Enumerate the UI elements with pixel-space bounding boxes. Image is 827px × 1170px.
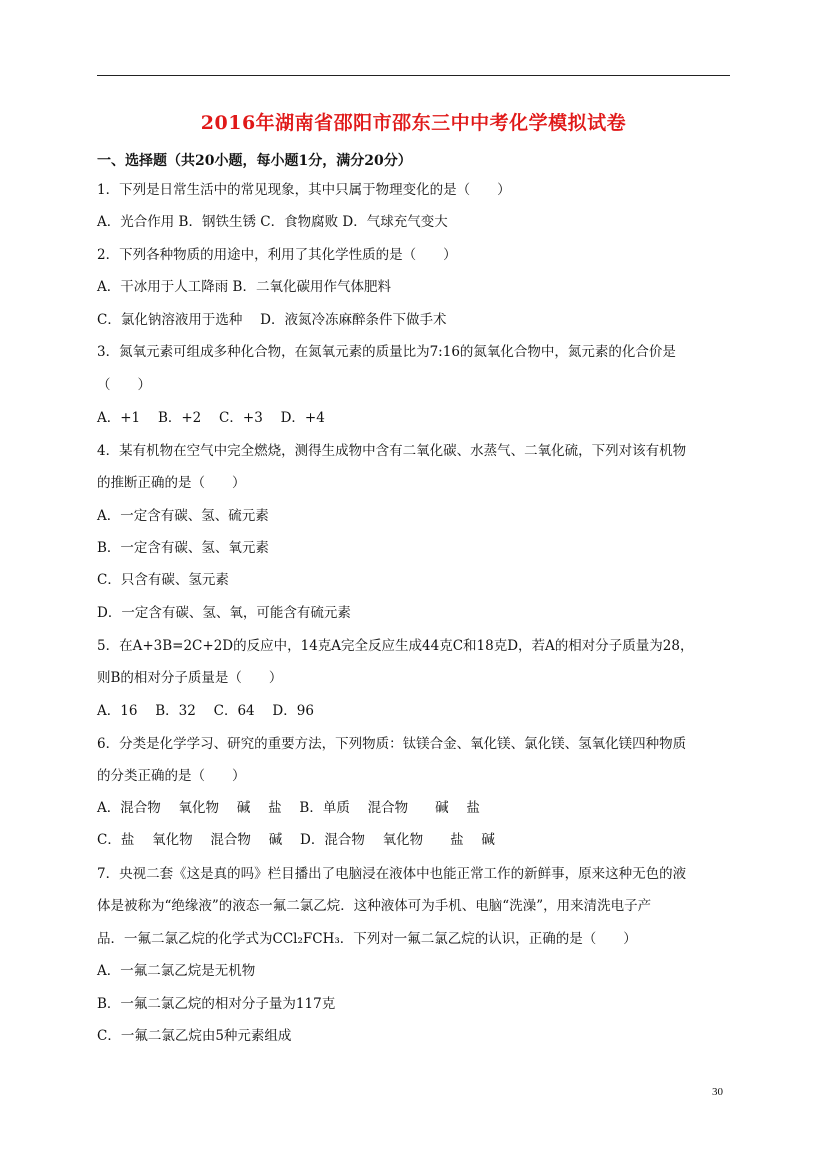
question-line: 3．氮氧元素可组成多种化合物，在氮氧元素的质量比为7:16的氮氧化合物中，氮元素的化合价是 <box>97 344 676 360</box>
question-line: 2．下列各种物质的用途中，利用了其化学性质的是（ ） <box>97 247 457 263</box>
section-heading: 一、选择题（共20小题，每小题1分，满分20分） <box>97 153 412 169</box>
question-line: D．一定含有碳、氢、氧，可能含有硫元素 <box>97 605 351 621</box>
question-line: 则B的相对分子质量是（ ） <box>97 670 283 686</box>
question-line: A．光合作用 B．钢铁生锈 C．食物腐败 D．气球充气变大 <box>97 214 448 230</box>
question-line: C．只含有碳、氢元素 <box>97 572 229 588</box>
question-line: 品．一氟二氯乙烷的化学式为CCl₂FCH₃．下列对一氟二氯乙烷的认识，正确的是（ ） <box>97 931 637 947</box>
question-line: （ ） <box>97 377 151 393</box>
question-line: 的推断正确的是（ ） <box>97 475 246 491</box>
question-line: A．+1 B．+2 C．+3 D．+4 <box>97 410 325 426</box>
question-line: 6．分类是化学学习、研究的重要方法，下列物质：钛镁合金、氧化镁、氯化镁、氢氧化镁四种物质 <box>97 736 687 752</box>
question-line: 的分类正确的是（ ） <box>97 768 246 784</box>
question-line: A．一定含有碳、氢、硫元素 <box>97 508 269 524</box>
question-line: A．16 B．32 C．64 D．96 <box>97 703 314 719</box>
question-line: A．混合物 氧化物 碱 盐 B．单质 混合物 碱 盐 <box>97 800 480 816</box>
question-line: A．干冰用于人工降雨 B．二氧化碳用作气体肥料 <box>97 279 391 295</box>
question-line: A．一氟二氯乙烷是无机物 <box>97 963 256 979</box>
question-line: 体是被称为“绝缘液”的液态一氟二氯乙烷．这种液体可为手机、电脑“洗澡”，用来清洗电子产 <box>97 898 652 914</box>
question-line: 1．下列是日常生活中的常见现象，其中只属于物理变化的是（ ） <box>97 182 511 198</box>
exam-title: 2016年湖南省邵阳市邵东三中中考化学模拟试卷 <box>200 112 627 134</box>
question-line: C．一氟二氯乙烷由5种元素组成 <box>97 1028 292 1044</box>
question-line: B．一氟二氯乙烷的相对分子量为117克 <box>97 996 336 1012</box>
question-line: B．一定含有碳、氢、氧元素 <box>97 540 269 556</box>
question-line: 7．央视二套《这是真的吗》栏目播出了电脑浸在液体中也能正常工作的新鲜事，原来这种无色的液 <box>97 866 687 882</box>
question-line: C．氯化钠溶液用于选种 D．液氮冷冻麻醉条件下做手术 <box>97 312 447 328</box>
question-line: 5．在A+3B=2C+2D的反应中，14克A完全反应生成44克C和18克D，若A的相对分子质量为28， <box>97 638 694 654</box>
page-number: 30 <box>712 1086 723 1098</box>
question-line: 4．某有机物在空气中完全燃烧，测得生成物中含有二氧化碳、水蒸气、二氧化硫，下列对该有机物 <box>97 443 687 459</box>
header-rule <box>97 75 730 76</box>
question-line: C．盐 氧化物 混合物 碱 D．混合物 氧化物 盐 碱 <box>97 832 495 848</box>
